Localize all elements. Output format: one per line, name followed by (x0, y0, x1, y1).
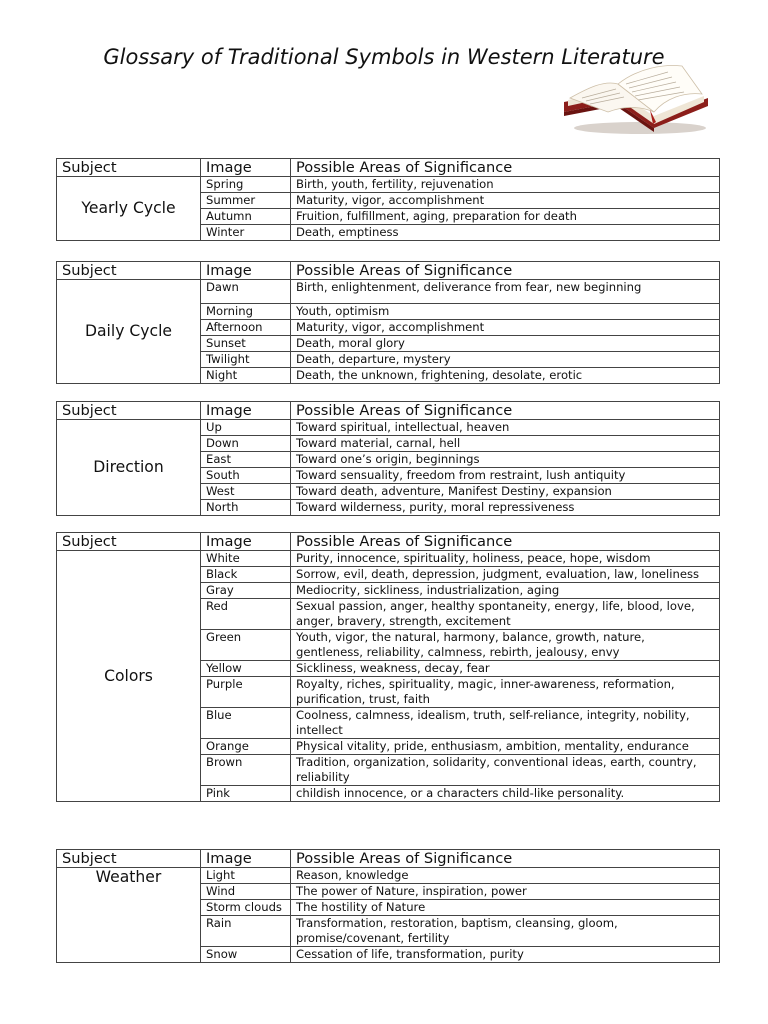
significance-cell: Youth, vigor, the natural, harmony, balance, growth, nature, gentleness, reliability, calmness, rebirth, jealousy, envy (291, 630, 720, 661)
subject-cell: Weather (57, 868, 201, 963)
significance-cell: Toward spiritual, intellectual, heaven (291, 420, 720, 436)
significance-cell: Death, departure, mystery (291, 352, 720, 368)
image-cell: Afternoon (201, 320, 291, 336)
image-cell: Gray (201, 583, 291, 599)
daily-cycle-table (56, 261, 720, 384)
significance-cell: Youth, optimism (291, 304, 720, 320)
significance-header: Possible Areas of Significance (291, 850, 720, 868)
significance-cell: Birth, enlightenment, deliverance from fear, new beginning (291, 280, 720, 304)
image-cell: Down (201, 436, 291, 452)
image-cell: Purple (201, 677, 291, 708)
significance-header: Possible Areas of Significance (291, 262, 720, 280)
header-row (57, 533, 720, 551)
significance-cell: The hostility of Nature (291, 900, 720, 916)
image-cell: Night (201, 368, 291, 384)
significance-cell: Cessation of life, transformation, purity (291, 947, 720, 963)
direction-table (56, 401, 720, 516)
image-header: Image (201, 262, 291, 280)
significance-cell: Tradition, organization, solidarity, conventional ideas, earth, country, reliability (291, 755, 720, 786)
significance-cell: Fruition, fulfillment, aging, preparation for death (291, 209, 720, 225)
header-row (57, 402, 720, 420)
image-cell: Storm clouds (201, 900, 291, 916)
image-cell: Spring (201, 177, 291, 193)
significance-cell: Death, the unknown, frightening, desolate, erotic (291, 368, 720, 384)
significance-cell: Maturity, vigor, accomplishment (291, 193, 720, 209)
image-cell: Rain (201, 916, 291, 947)
header-row (57, 850, 720, 868)
subject-cell: Daily Cycle (57, 280, 201, 384)
subject-cell: Yearly Cycle (57, 177, 201, 241)
subject-header: Subject (57, 402, 201, 420)
significance-header: Possible Areas of Significance (291, 533, 720, 551)
yearly-cycle-table (56, 158, 720, 241)
significance-cell: Sexual passion, anger, healthy spontaneity, energy, life, blood, love, anger, bravery, strength, excitement (291, 599, 720, 630)
image-cell: Blue (201, 708, 291, 739)
image-cell: Orange (201, 739, 291, 755)
subject-header: Subject (57, 533, 201, 551)
image-cell: White (201, 551, 291, 567)
image-cell: West (201, 484, 291, 500)
table-row (57, 868, 720, 884)
header-row (57, 159, 720, 177)
subject-header: Subject (57, 159, 201, 177)
subject-cell: Direction (57, 420, 201, 516)
subject-header: Subject (57, 262, 201, 280)
image-cell: North (201, 500, 291, 516)
significance-cell: Birth, youth, fertility, rejuvenation (291, 177, 720, 193)
significance-cell: Toward wilderness, purity, moral repressiveness (291, 500, 720, 516)
image-header: Image (201, 159, 291, 177)
colors-table (56, 532, 720, 802)
table-row (57, 551, 720, 567)
image-header: Image (201, 402, 291, 420)
image-cell: Brown (201, 755, 291, 786)
image-cell: Green (201, 630, 291, 661)
header-row (57, 262, 720, 280)
table-row (57, 177, 720, 193)
significance-cell: Death, moral glory (291, 336, 720, 352)
significance-cell: Death, emptiness (291, 225, 720, 241)
image-cell: Winter (201, 225, 291, 241)
image-cell: Twilight (201, 352, 291, 368)
significance-cell: Reason, knowledge (291, 868, 720, 884)
image-cell: Autumn (201, 209, 291, 225)
image-cell: Morning (201, 304, 291, 320)
image-cell: Pink (201, 786, 291, 802)
image-cell: Wind (201, 884, 291, 900)
subject-cell: Colors (57, 551, 201, 802)
image-cell: Red (201, 599, 291, 630)
image-cell: Light (201, 868, 291, 884)
significance-cell: The power of Nature, inspiration, power (291, 884, 720, 900)
significance-cell: Transformation, restoration, baptism, cleansing, gloom, promise/covenant, fertility (291, 916, 720, 947)
table-row (57, 420, 720, 436)
image-cell: Yellow (201, 661, 291, 677)
significance-header: Possible Areas of Significance (291, 159, 720, 177)
significance-cell: Purity, innocence, spirituality, holiness, peace, hope, wisdom (291, 551, 720, 567)
significance-cell: Toward one’s origin, beginnings (291, 452, 720, 468)
image-cell: Up (201, 420, 291, 436)
significance-header: Possible Areas of Significance (291, 402, 720, 420)
significance-cell: Toward material, carnal, hell (291, 436, 720, 452)
page-title: Glossary of Traditional Symbols in Western Literature (103, 45, 665, 69)
significance-cell: childish innocence, or a characters child-like personality. (291, 786, 720, 802)
image-cell: South (201, 468, 291, 484)
image-cell: Black (201, 567, 291, 583)
table-row (57, 280, 720, 304)
subject-header: Subject (57, 850, 201, 868)
significance-cell: Toward death, adventure, Manifest Destiny, expansion (291, 484, 720, 500)
significance-cell: Maturity, vigor, accomplishment (291, 320, 720, 336)
image-cell: Summer (201, 193, 291, 209)
significance-cell: Physical vitality, pride, enthusiasm, ambition, mentality, endurance (291, 739, 720, 755)
significance-cell: Toward sensuality, freedom from restraint, lush antiquity (291, 468, 720, 484)
image-cell: Sunset (201, 336, 291, 352)
image-cell: Snow (201, 947, 291, 963)
weather-table (56, 849, 720, 963)
significance-cell: Mediocrity, sickliness, industrialization, aging (291, 583, 720, 599)
significance-cell: Sorrow, evil, death, depression, judgment, evaluation, law, loneliness (291, 567, 720, 583)
image-header: Image (201, 533, 291, 551)
open-book-icon (558, 58, 710, 138)
significance-cell: Sickliness, weakness, decay, fear (291, 661, 720, 677)
significance-cell: Coolness, calmness, idealism, truth, self-reliance, integrity, nobility, intellect (291, 708, 720, 739)
significance-cell: Royalty, riches, spirituality, magic, inner-awareness, reformation, purification, trust, faith (291, 677, 720, 708)
image-header: Image (201, 850, 291, 868)
image-cell: East (201, 452, 291, 468)
image-cell: Dawn (201, 280, 291, 304)
